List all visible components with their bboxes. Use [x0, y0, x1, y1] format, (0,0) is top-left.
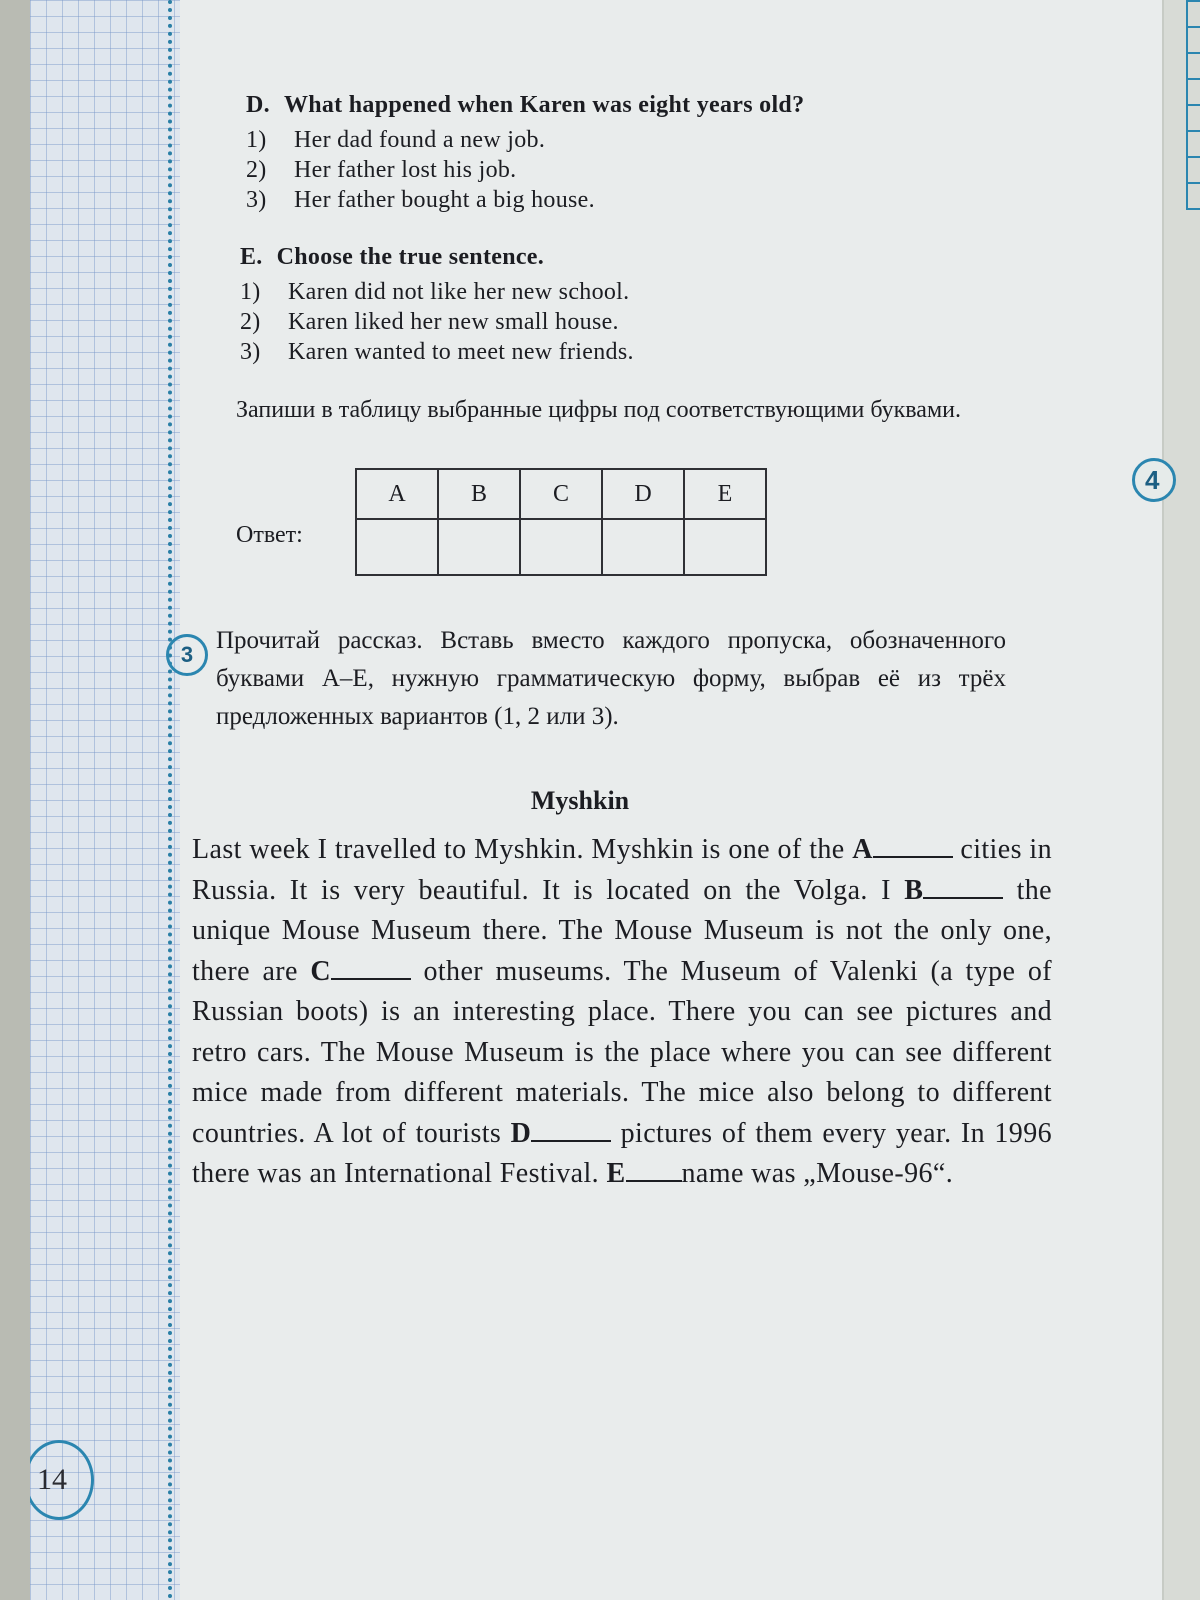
option: 3) Karen wanted to meet new friends.	[240, 339, 634, 365]
story-title: Myshkin	[530, 786, 630, 815]
gap-line	[923, 873, 1003, 899]
gap-line	[626, 1156, 682, 1182]
page-number: 14	[30, 1440, 94, 1520]
option: 1) Her dad found a new job.	[246, 127, 546, 153]
story-text: Last week I travelled to Myshkin. Myshkin is one of the A cities in Russia. It is very beautiful. It is located on the Volga. I B the unique Mouse Museum there. The Mouse Museum is not the only one, there are C other museums. The Museum of Valenki (a type of Russian boots) is an interesting place. There you can see pictures and retro cars. The Mouse Museum is the place where you can see different mice made from different materials. The mice also belong to different countries. A lot of tourists D pictures of them every year. In 1996 there was an International Festival. E name was „Mouse-96“.	[192, 834, 1053, 1189]
answer-cell-d[interactable]	[602, 519, 684, 575]
option: 2) Her father lost his job.	[246, 157, 517, 183]
answer-cell-c[interactable]	[520, 519, 602, 575]
question-e	[240, 244, 960, 369]
task-number-badge: 3	[166, 634, 208, 676]
gap-line	[531, 1116, 611, 1142]
blank-a: A	[852, 834, 953, 865]
next-task-badge: 4	[1132, 458, 1176, 502]
question-e-title: E. Choose the true sentence.	[240, 244, 545, 270]
gap-line	[331, 954, 411, 980]
answer-label: Ответ:	[236, 522, 303, 548]
option: 1) Karen did not like her new school.	[240, 279, 630, 305]
question-d	[246, 92, 966, 217]
answer-table	[355, 468, 767, 576]
blank-d: D	[511, 1118, 612, 1149]
option: 3) Her father bought a big house.	[246, 187, 595, 213]
gap-line	[873, 832, 953, 858]
answer-cell-a[interactable]	[356, 519, 438, 575]
blank-c: C	[310, 956, 411, 987]
table-instruction: Запиши в таблицу выбранные цифры под соответствующими буквами.	[236, 397, 961, 423]
answer-header-c: C	[520, 469, 602, 519]
answer-cell-e[interactable]	[684, 519, 766, 575]
task-instruction: Прочитай рассказ. Вставь вместо каждого пропуска, обозначенного буквами A–E, нужную грамматическую форму, выбрав её из трёх предложенных вариантов (1, 2 или 3).	[216, 627, 1006, 730]
blank-e: E	[606, 1158, 681, 1189]
blank-b: B	[904, 875, 1003, 906]
option: 2) Karen liked her new small house.	[240, 309, 619, 335]
question-d-title: D. What happened when Karen was eight years old?	[246, 92, 805, 118]
answer-header-b: B	[438, 469, 520, 519]
answer-cell-b[interactable]	[438, 519, 520, 575]
answer-header-e: E	[684, 469, 766, 519]
answer-header-a: A	[356, 469, 438, 519]
answer-header-d: D	[602, 469, 684, 519]
